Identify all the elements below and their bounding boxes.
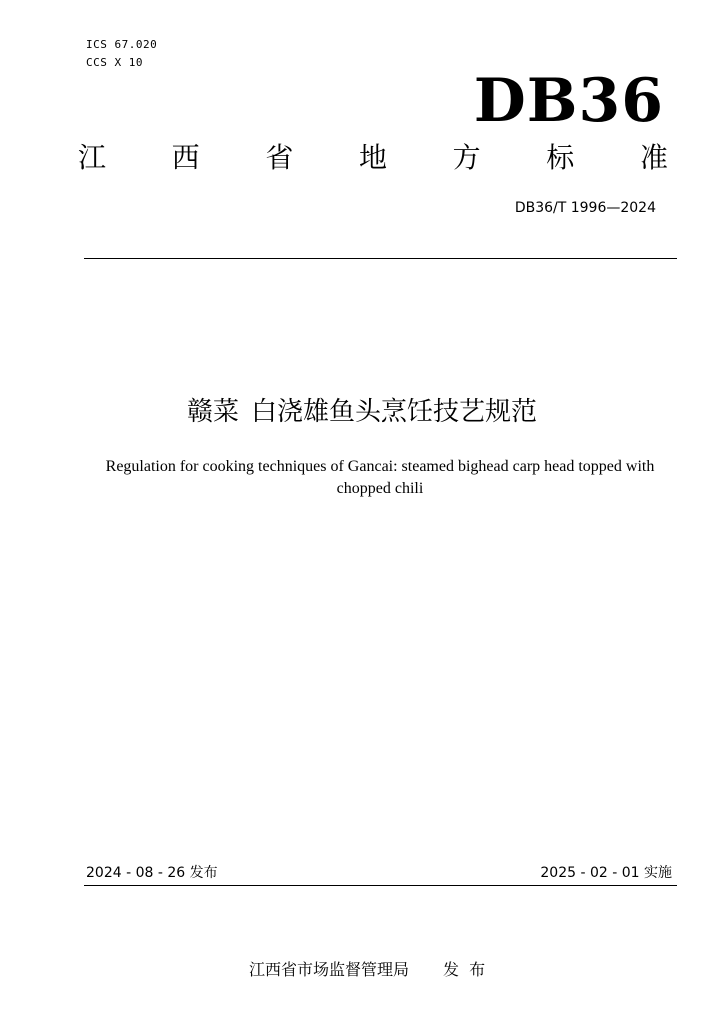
title-char: 地 — [358, 141, 387, 174]
release-date: 2024 - 08 - 26 发布 — [86, 865, 218, 881]
ccs-code: CCS X 10 — [86, 56, 143, 69]
footer-divider — [84, 885, 677, 886]
document-title — [0, 392, 724, 432]
title-dish: 白浇雄鱼头烹饪技艺规范 — [251, 397, 538, 427]
standard-code-logo: DB36 — [473, 66, 664, 136]
title-char: 西 — [171, 141, 200, 174]
title-char: 标 — [546, 141, 575, 174]
publish-action: 发 布 — [443, 960, 486, 979]
english-title: Regulation for cooking techniques of Gancai: steamed bighead carp head topped with chopped chili — [105, 458, 655, 497]
title-char: 准 — [639, 141, 668, 174]
title-char: 方 — [452, 141, 481, 174]
standard-category-title — [78, 138, 668, 178]
standard-number: DB36/T 1996—2024 — [514, 200, 656, 216]
ics-code: ICS 67.020 — [86, 38, 158, 51]
title-char: 江 — [78, 141, 107, 174]
title-char: 省 — [265, 141, 294, 174]
header-divider — [84, 258, 677, 259]
title-cuisine: 赣菜 — [186, 397, 239, 427]
publisher-name: 江西省市场监督管理局 — [248, 960, 409, 979]
publisher-line — [0, 934, 724, 982]
implementation-date: 2025 - 02 - 01 实施 — [540, 865, 672, 881]
